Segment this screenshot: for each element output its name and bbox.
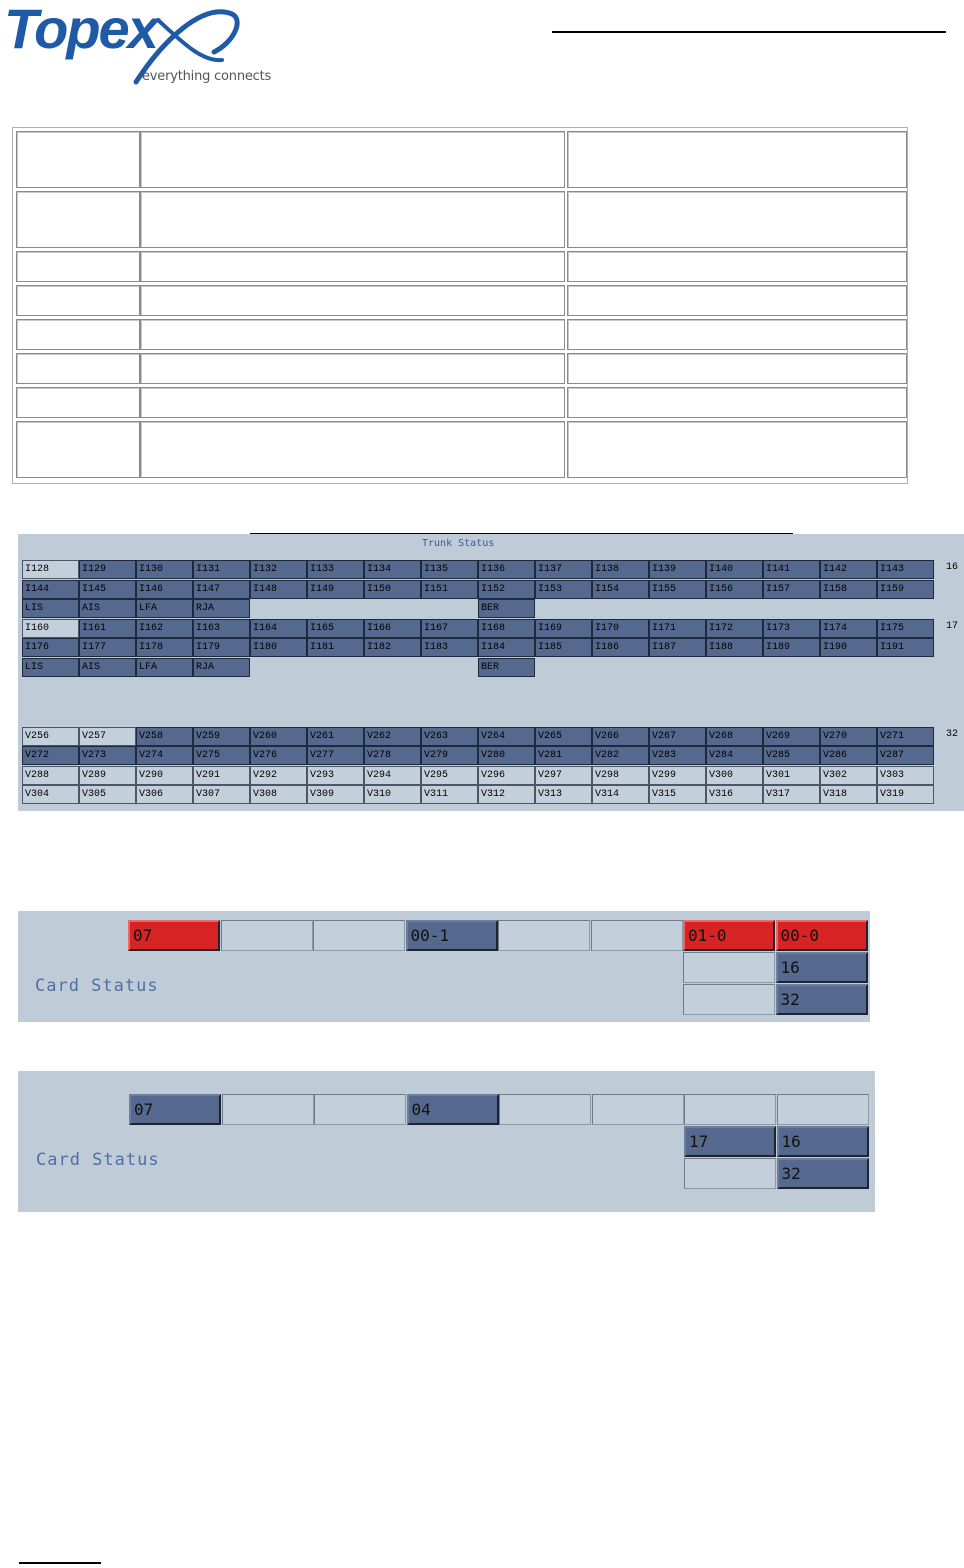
trunk-cell[interactable]: V294 — [364, 766, 421, 785]
trunk-cell[interactable]: V264 — [478, 727, 535, 746]
trunk-cell[interactable]: LIS — [22, 599, 79, 618]
trunk-cell[interactable]: LFA — [136, 658, 193, 677]
trunk-cell[interactable]: I137 — [535, 560, 592, 579]
trunk-cell[interactable]: I131 — [193, 560, 250, 579]
trunk-cell[interactable]: I184 — [478, 638, 535, 657]
trunk-cell[interactable]: I159 — [877, 580, 934, 599]
trunk-cell[interactable]: RJA — [193, 599, 250, 618]
trunk-cell[interactable]: I147 — [193, 580, 250, 599]
trunk-cell[interactable]: I129 — [79, 560, 136, 579]
trunk-cell[interactable]: V291 — [193, 766, 250, 785]
trunk-cell[interactable]: V313 — [535, 785, 592, 804]
trunk-cell[interactable]: V276 — [250, 746, 307, 765]
trunk-cell[interactable]: I162 — [136, 619, 193, 638]
trunk-cell[interactable]: V285 — [763, 746, 820, 765]
card-slot[interactable]: 32 — [776, 984, 868, 1015]
trunk-cell[interactable]: V305 — [79, 785, 136, 804]
document-table-cell — [567, 421, 907, 478]
trunk-cell[interactable]: I173 — [763, 619, 820, 638]
trunk-cell[interactable]: V290 — [136, 766, 193, 785]
trunk-cell[interactable]: I180 — [250, 638, 307, 657]
logo-tagline: everything connects — [142, 69, 272, 84]
trunk-cell[interactable]: V304 — [22, 785, 79, 804]
trunk-cell[interactable]: V272 — [22, 746, 79, 765]
trunk-cell[interactable]: V303 — [877, 766, 934, 785]
document-table-cell — [140, 191, 565, 248]
trunk-cell[interactable]: I183 — [421, 638, 478, 657]
card-slot-empty[interactable] — [313, 920, 405, 951]
card-slot-empty[interactable] — [777, 1094, 869, 1125]
card-slot[interactable]: 00-1 — [406, 920, 498, 951]
trunk-cell[interactable]: I185 — [535, 638, 592, 657]
trunk-cell[interactable]: V279 — [421, 746, 478, 765]
trunk-cell[interactable]: V288 — [22, 766, 79, 785]
trunk-cell[interactable]: I136 — [478, 560, 535, 579]
trunk-cell[interactable]: I146 — [136, 580, 193, 599]
trunk-cell[interactable]: V260 — [250, 727, 307, 746]
trunk-cell[interactable]: I138 — [592, 560, 649, 579]
trunk-cell[interactable]: I139 — [649, 560, 706, 579]
trunk-cell[interactable]: V259 — [193, 727, 250, 746]
trunk-cell[interactable]: I135 — [421, 560, 478, 579]
document-table-cell — [567, 387, 907, 418]
trunk-cell[interactable]: V318 — [820, 785, 877, 804]
trunk-cell[interactable]: I134 — [364, 560, 421, 579]
trunk-cell[interactable]: I128 — [22, 560, 79, 579]
trunk-cell[interactable]: V280 — [478, 746, 535, 765]
trunk-cell[interactable]: V283 — [649, 746, 706, 765]
trunk-cell[interactable]: I190 — [820, 638, 877, 657]
trunk-cell[interactable]: I167 — [421, 619, 478, 638]
trunk-cell[interactable]: I153 — [535, 580, 592, 599]
trunk-cell[interactable]: LIS — [22, 658, 79, 677]
card-slot[interactable]: 32 — [777, 1158, 869, 1189]
card-slot[interactable]: 01-0 — [683, 920, 775, 951]
trunk-cell[interactable]: I168 — [478, 619, 535, 638]
trunk-cell[interactable]: V308 — [250, 785, 307, 804]
trunk-cell[interactable]: V266 — [592, 727, 649, 746]
trunk-cell[interactable]: I189 — [763, 638, 820, 657]
trunk-cell[interactable]: I144 — [22, 580, 79, 599]
card-slot-empty[interactable] — [683, 952, 775, 983]
trunk-cell[interactable]: I160 — [22, 619, 79, 638]
header-rule — [552, 31, 946, 33]
document-table-cell — [16, 353, 140, 384]
trunk-cell[interactable]: I169 — [535, 619, 592, 638]
trunk-cell[interactable]: I164 — [250, 619, 307, 638]
trunk-cell[interactable]: V265 — [535, 727, 592, 746]
trunk-cell[interactable]: I174 — [820, 619, 877, 638]
trunk-cell[interactable]: V302 — [820, 766, 877, 785]
trunk-cell[interactable]: V269 — [763, 727, 820, 746]
trunk-cell[interactable]: V317 — [763, 785, 820, 804]
trunk-cell[interactable]: I130 — [136, 560, 193, 579]
document-table-cell — [16, 131, 140, 188]
trunk-cell[interactable]: V274 — [136, 746, 193, 765]
trunk-cell[interactable]: V271 — [877, 727, 934, 746]
trunk-cell[interactable]: I165 — [307, 619, 364, 638]
trunk-cell[interactable]: V278 — [364, 746, 421, 765]
trunk-cell[interactable]: V268 — [706, 727, 763, 746]
trunk-cell[interactable]: I154 — [592, 580, 649, 599]
document-table-cell — [567, 285, 907, 316]
trunk-cell[interactable]: AIS — [79, 599, 136, 618]
trunk-cell[interactable]: V261 — [307, 727, 364, 746]
trunk-cell[interactable]: I187 — [649, 638, 706, 657]
document-table-cell — [140, 353, 565, 384]
trunk-row-number: 17 — [946, 621, 959, 632]
logo-wordmark: Topex — [4, 0, 157, 60]
trunk-cell[interactable]: V310 — [364, 785, 421, 804]
trunk-cell[interactable]: V284 — [706, 746, 763, 765]
trunk-cell[interactable]: I178 — [136, 638, 193, 657]
trunk-cell[interactable]: V289 — [79, 766, 136, 785]
trunk-cell[interactable]: I158 — [820, 580, 877, 599]
trunk-cell[interactable]: I156 — [706, 580, 763, 599]
trunk-cell[interactable]: V298 — [592, 766, 649, 785]
document-table-cell — [16, 285, 140, 316]
trunk-cell[interactable]: I163 — [193, 619, 250, 638]
card-slot-empty[interactable] — [684, 1094, 776, 1125]
card-slot[interactable]: 07 — [129, 1094, 221, 1125]
trunk-cell[interactable]: I151 — [421, 580, 478, 599]
document-table-cell — [140, 285, 565, 316]
trunk-cell[interactable]: I161 — [79, 619, 136, 638]
trunk-cell[interactable]: V270 — [820, 727, 877, 746]
trunk-cell[interactable]: V258 — [136, 727, 193, 746]
trunk-cell[interactable]: V301 — [763, 766, 820, 785]
card-slot[interactable]: 17 — [684, 1126, 776, 1157]
trunk-cell[interactable]: V296 — [478, 766, 535, 785]
trunk-cell[interactable]: V277 — [307, 746, 364, 765]
card-slot-empty[interactable] — [684, 1158, 776, 1189]
trunk-cell[interactable]: V311 — [421, 785, 478, 804]
trunk-cell[interactable]: V273 — [79, 746, 136, 765]
card-slot[interactable]: 16 — [777, 1126, 869, 1157]
trunk-cell[interactable]: I141 — [763, 560, 820, 579]
footer-rule — [19, 1562, 101, 1564]
trunk-cell[interactable]: V256 — [22, 727, 79, 746]
trunk-cell[interactable]: V300 — [706, 766, 763, 785]
trunk-cell[interactable]: V297 — [535, 766, 592, 785]
document-table-cell — [16, 251, 140, 282]
trunk-cell[interactable]: V287 — [877, 746, 934, 765]
trunk-cell[interactable]: I182 — [364, 638, 421, 657]
trunk-cell[interactable]: I175 — [877, 619, 934, 638]
trunk-cell[interactable]: V263 — [421, 727, 478, 746]
trunk-cell[interactable]: I149 — [307, 580, 364, 599]
trunk-cell[interactable]: V275 — [193, 746, 250, 765]
trunk-cell[interactable]: V315 — [649, 785, 706, 804]
trunk-cell[interactable]: I166 — [364, 619, 421, 638]
trunk-cell[interactable]: BER — [478, 658, 535, 677]
trunk-cell[interactable]: I150 — [364, 580, 421, 599]
trunk-cell[interactable]: V293 — [307, 766, 364, 785]
trunk-cell[interactable]: I132 — [250, 560, 307, 579]
trunk-status-title: Trunk Status — [422, 538, 495, 549]
card-slot-empty[interactable] — [499, 1094, 591, 1125]
trunk-cell[interactable]: I155 — [649, 580, 706, 599]
trunk-row-number: 32 — [946, 729, 959, 740]
document-table-cell — [16, 387, 140, 418]
trunk-cell[interactable]: RJA — [193, 658, 250, 677]
card-slot-empty[interactable] — [591, 920, 683, 951]
trunk-cell[interactable]: I176 — [22, 638, 79, 657]
trunk-cell[interactable]: I186 — [592, 638, 649, 657]
trunk-cell[interactable]: I181 — [307, 638, 364, 657]
trunk-cell[interactable]: I191 — [877, 638, 934, 657]
trunk-cell[interactable]: BER — [478, 599, 535, 618]
document-table-cell — [567, 319, 907, 350]
trunk-cell[interactable]: I170 — [592, 619, 649, 638]
card-slot[interactable]: 07 — [128, 920, 220, 951]
card-slot-empty[interactable] — [592, 1094, 684, 1125]
card-slot-empty[interactable] — [221, 920, 313, 951]
trunk-cell[interactable]: V286 — [820, 746, 877, 765]
trunk-cell[interactable]: I142 — [820, 560, 877, 579]
trunk-cell[interactable]: I145 — [79, 580, 136, 599]
trunk-row-number: 16 — [946, 562, 959, 573]
trunk-cell[interactable]: V299 — [649, 766, 706, 785]
card-status-label-1: Card Status — [35, 976, 159, 996]
document-table — [12, 127, 908, 484]
trunk-cell[interactable]: I157 — [763, 580, 820, 599]
trunk-cell[interactable]: V316 — [706, 785, 763, 804]
document-table-cell — [140, 251, 565, 282]
document-table-cell — [140, 131, 565, 188]
trunk-cell[interactable]: V295 — [421, 766, 478, 785]
document-table-cell — [16, 191, 140, 248]
trunk-cell[interactable]: V319 — [877, 785, 934, 804]
document-table-cell — [567, 131, 907, 188]
document-table-cell — [567, 353, 907, 384]
document-table-cell — [140, 387, 565, 418]
trunk-cell[interactable]: I133 — [307, 560, 364, 579]
trunk-cell[interactable]: AIS — [79, 658, 136, 677]
trunk-cell[interactable]: LFA — [136, 599, 193, 618]
trunk-cell[interactable]: V306 — [136, 785, 193, 804]
trunk-cell[interactable]: I171 — [649, 619, 706, 638]
trunk-cell[interactable]: V267 — [649, 727, 706, 746]
trunk-cell[interactable]: V282 — [592, 746, 649, 765]
document-table-cell — [567, 251, 907, 282]
trunk-cell[interactable]: V307 — [193, 785, 250, 804]
card-slot-empty[interactable] — [498, 920, 590, 951]
trunk-cell[interactable]: I179 — [193, 638, 250, 657]
topex-logo — [4, 0, 284, 95]
trunk-cell[interactable]: V292 — [250, 766, 307, 785]
document-table-cell — [16, 421, 140, 478]
trunk-cell[interactable]: V309 — [307, 785, 364, 804]
trunk-cell[interactable]: V312 — [478, 785, 535, 804]
trunk-cell[interactable]: I188 — [706, 638, 763, 657]
trunk-cell[interactable]: I152 — [478, 580, 535, 599]
trunk-cell[interactable]: V257 — [79, 727, 136, 746]
trunk-cell[interactable]: V314 — [592, 785, 649, 804]
document-table-cell — [567, 191, 907, 248]
trunk-cell[interactable]: V262 — [364, 727, 421, 746]
card-status-label-2: Card Status — [36, 1150, 160, 1170]
card-slot-empty[interactable] — [683, 984, 775, 1015]
trunk-cell[interactable]: I177 — [79, 638, 136, 657]
document-table-cell — [16, 319, 140, 350]
trunk-cell[interactable]: I143 — [877, 560, 934, 579]
document-table-cell — [140, 421, 565, 478]
trunk-cell[interactable]: I148 — [250, 580, 307, 599]
document-table-cell — [140, 319, 565, 350]
card-slot[interactable]: 16 — [776, 952, 868, 983]
trunk-cell[interactable]: V281 — [535, 746, 592, 765]
card-slot-empty[interactable] — [314, 1094, 406, 1125]
card-slot[interactable]: 04 — [407, 1094, 499, 1125]
trunk-cell[interactable]: I140 — [706, 560, 763, 579]
trunk-cell[interactable]: I172 — [706, 619, 763, 638]
card-slot-empty[interactable] — [222, 1094, 314, 1125]
card-slot[interactable]: 00-0 — [776, 920, 868, 951]
